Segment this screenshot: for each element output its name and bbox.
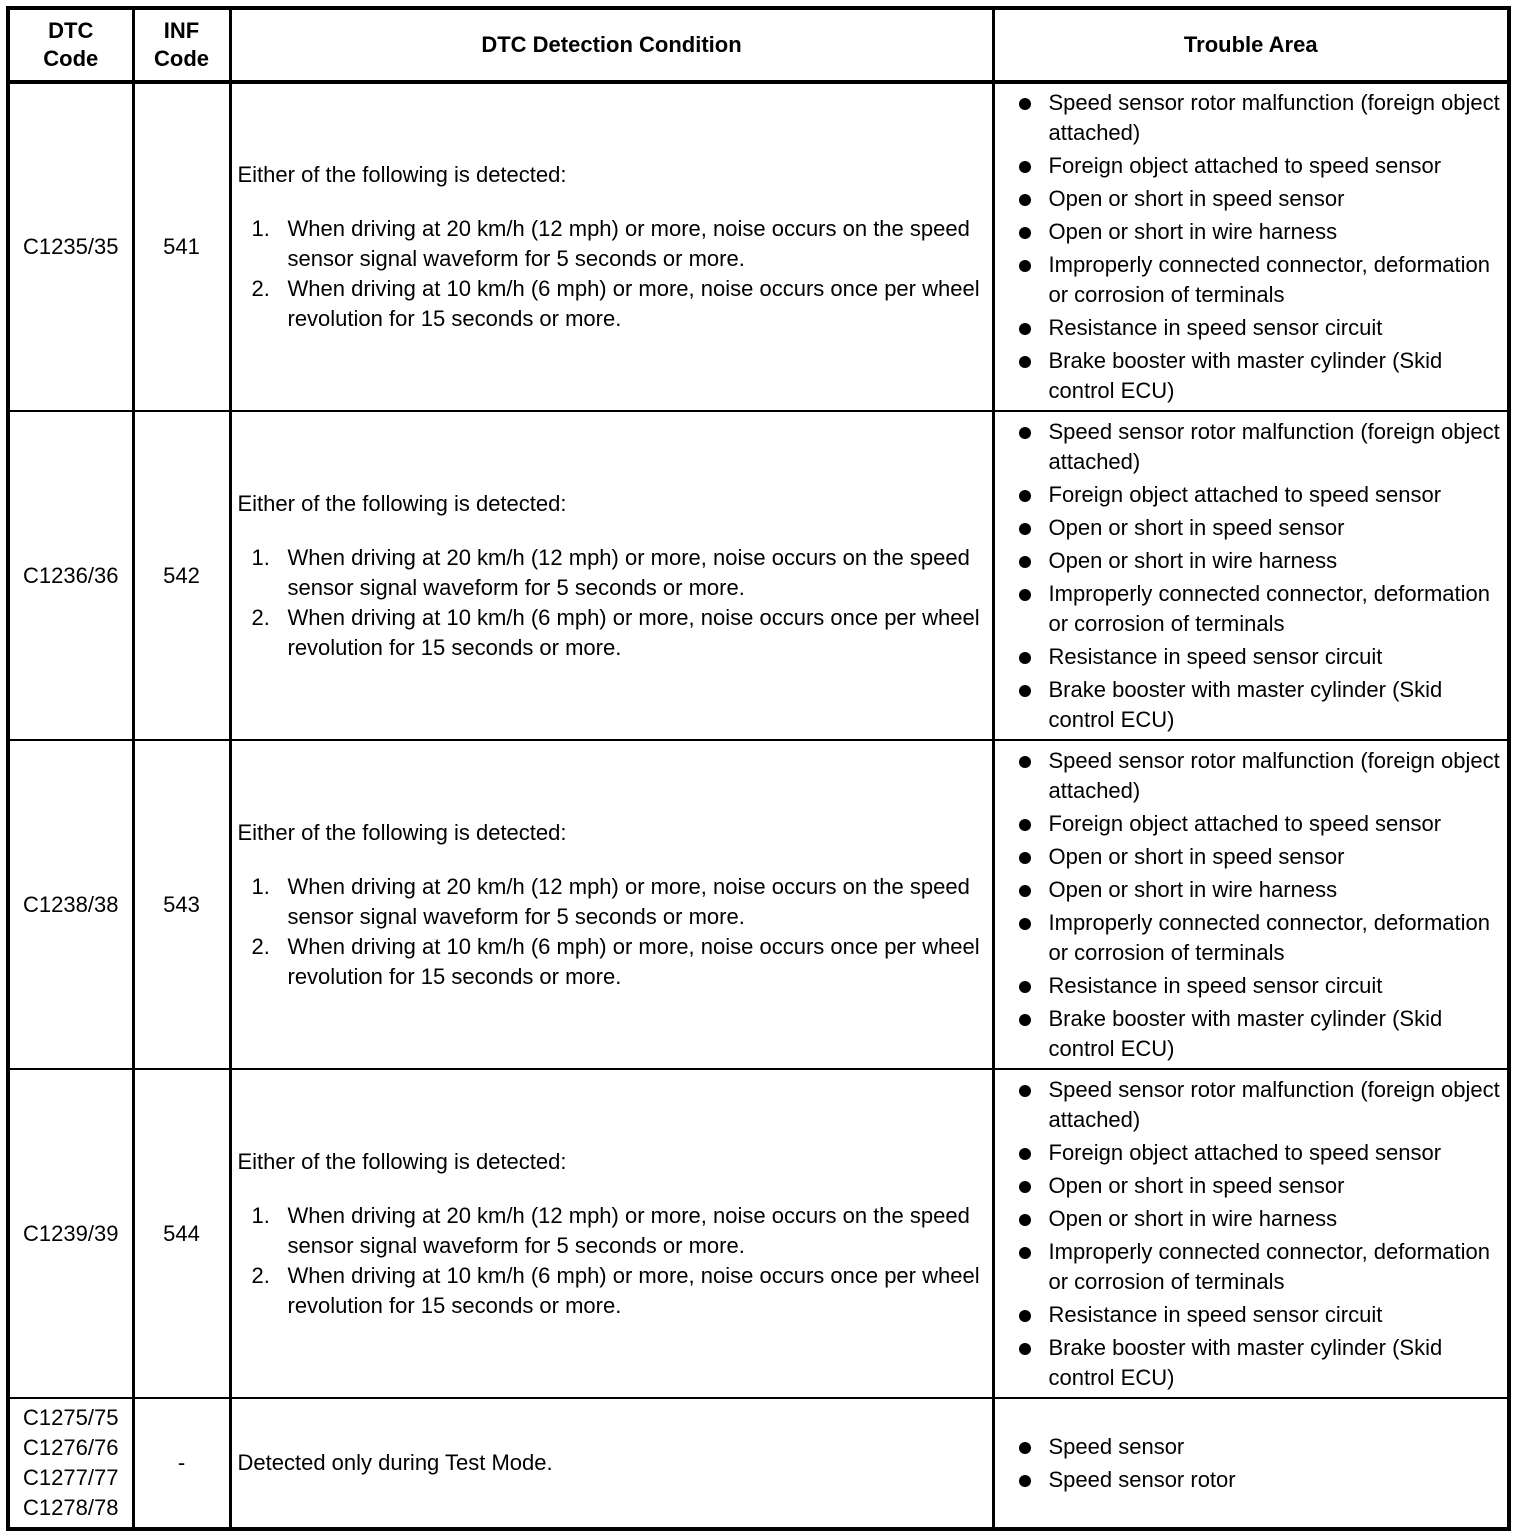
condition-intro: Either of the following is detected: (237, 162, 567, 187)
inf-code-cell: - (133, 1398, 230, 1529)
condition-text: When driving at 10 km/h (6 mph) or more, noise occurs once per wheel revolution for 15 seconds or more. (287, 276, 980, 331)
condition-list (238, 543, 988, 663)
bullet-icon (1019, 1247, 1031, 1259)
trouble-text: Brake booster with master cylinder (Skid control ECU) (1048, 348, 1443, 403)
condition-text: When driving at 10 km/h (6 mph) or more, noise occurs once per wheel revolution for 15 seconds or more. (287, 933, 980, 989)
bullet-icon (1019, 918, 1031, 930)
trouble-text: Improperly connected connector, deformation or corrosion of terminals (1048, 1238, 1490, 1294)
table-row (8, 1069, 1509, 1398)
bullet-icon (1019, 1310, 1031, 1322)
header-detection-condition: DTC Detection Condition (230, 8, 993, 82)
detection-condition-cell (230, 411, 993, 740)
dtc-code: C1276/76 (23, 1435, 119, 1460)
trouble-item (995, 642, 1504, 672)
trouble-item (995, 675, 1504, 735)
trouble-item (995, 1465, 1504, 1495)
condition-item (238, 603, 988, 663)
bullet-icon (1019, 556, 1031, 568)
trouble-item (995, 88, 1504, 148)
header-trouble-area: Trouble Area (993, 8, 1509, 82)
bullet-icon (1019, 1214, 1031, 1226)
trouble-item (995, 313, 1504, 343)
bullet-icon (1019, 1442, 1031, 1454)
trouble-text: Speed sensor (1048, 1433, 1185, 1459)
trouble-text: Open or short in wire harness (1048, 547, 1338, 573)
header-inf-line2: Code (154, 46, 209, 71)
trouble-area-cell (993, 82, 1509, 411)
trouble-text: Open or short in wire harness (1048, 1205, 1338, 1231)
trouble-text: Resistance in speed sensor circuit (1048, 643, 1383, 669)
condition-intro: Either of the following is detected: (237, 490, 567, 516)
trouble-text: Improperly connected connector, deformation or corrosion of terminals (1048, 252, 1490, 307)
condition-item (238, 543, 988, 603)
bullet-icon (1019, 1085, 1031, 1097)
dtc-code: C1235/35 (23, 234, 119, 259)
trouble-item (995, 842, 1504, 872)
condition-number: 2. (251, 933, 270, 959)
condition-number: 1. (251, 873, 270, 899)
trouble-text: Foreign object attached to speed sensor (1048, 153, 1442, 178)
trouble-item (995, 908, 1504, 968)
trouble-text: Speed sensor rotor malfunction (foreign object attached) (1048, 747, 1500, 803)
trouble-text: Speed sensor rotor malfunction (foreign object attached) (1048, 1076, 1500, 1132)
bullet-icon (1019, 685, 1031, 697)
dtc-code-cell (8, 411, 133, 740)
trouble-item (995, 1333, 1504, 1393)
condition-text: When driving at 20 km/h (12 mph) or more, noise occurs on the speed sensor signal waveform for 5 seconds or more. (287, 1202, 970, 1258)
bullet-icon (1019, 1343, 1031, 1355)
trouble-item (995, 151, 1504, 181)
trouble-item (995, 546, 1504, 576)
trouble-list (995, 1075, 1504, 1393)
condition-text: When driving at 20 km/h (12 mph) or more, noise occurs on the speed sensor signal waveform for 5 seconds or more. (287, 873, 970, 929)
trouble-list (995, 746, 1504, 1064)
condition-text: When driving at 20 km/h (12 mph) or more, noise occurs on the speed sensor signal waveform for 5 seconds or more. (287, 544, 970, 600)
dtc-code: C1275/75 (23, 1405, 119, 1430)
bullet-icon (1019, 852, 1031, 864)
bullet-icon (1019, 1475, 1031, 1487)
dtc-code-cell (8, 1069, 133, 1398)
condition-number: 2. (251, 1262, 270, 1288)
trouble-item (995, 184, 1504, 214)
condition-list (238, 1201, 988, 1321)
header-inf-line1: INF (163, 18, 200, 43)
condition-item (238, 274, 988, 334)
inf-code-cell: 544 (133, 1069, 230, 1398)
trouble-item (995, 217, 1504, 247)
condition-number: 1. (251, 544, 270, 570)
table-row (8, 82, 1509, 411)
detection-condition-cell (230, 1398, 993, 1529)
trouble-item (995, 1300, 1504, 1330)
dtc-code: C1238/38 (23, 891, 119, 917)
trouble-text: Open or short in wire harness (1048, 876, 1338, 902)
dtc-code: C1277/77 (23, 1465, 119, 1490)
trouble-text: Brake booster with master cylinder (Skid control ECU) (1048, 1005, 1443, 1061)
bullet-icon (1019, 427, 1031, 439)
condition-number: 2. (251, 276, 270, 301)
dtc-code-cell (8, 740, 133, 1069)
trouble-item (995, 579, 1504, 639)
condition-number: 1. (251, 1202, 270, 1228)
trouble-item (995, 480, 1504, 510)
trouble-item (995, 346, 1504, 406)
bullet-icon (1019, 523, 1031, 535)
bullet-icon (1019, 1148, 1031, 1160)
trouble-item (995, 1171, 1504, 1201)
dtc-code: C1239/39 (23, 1220, 119, 1246)
trouble-text: Improperly connected connector, deformation or corrosion of terminals (1048, 580, 1490, 636)
condition-item (238, 932, 988, 992)
trouble-item (995, 417, 1504, 477)
condition-text: When driving at 10 km/h (6 mph) or more, noise occurs once per wheel revolution for 15 seconds or more. (287, 604, 980, 660)
trouble-text: Foreign object attached to speed sensor (1048, 1139, 1442, 1165)
trouble-area-cell (993, 740, 1509, 1069)
detection-condition-cell (230, 740, 993, 1069)
trouble-item (995, 1004, 1504, 1064)
trouble-text: Open or short in speed sensor (1048, 186, 1345, 211)
bullet-icon (1019, 885, 1031, 897)
condition-item (238, 1261, 988, 1321)
bullet-icon (1019, 652, 1031, 664)
bullet-icon (1019, 490, 1031, 502)
detection-condition-cell (230, 82, 993, 411)
condition-text: When driving at 20 km/h (12 mph) or more, noise occurs on the speed sensor signal waveform for 5 seconds or more. (287, 216, 970, 271)
trouble-text: Speed sensor rotor (1048, 1466, 1236, 1492)
trouble-text: Brake booster with master cylinder (Skid control ECU) (1048, 676, 1443, 732)
header-inf-code (133, 8, 230, 82)
trouble-item (995, 746, 1504, 806)
condition-intro: Detected only during Test Mode. (237, 1450, 553, 1475)
trouble-item (995, 971, 1504, 1001)
condition-list (238, 214, 988, 334)
header-dtc-code (8, 8, 133, 82)
trouble-text: Open or short in speed sensor (1048, 843, 1345, 869)
trouble-text: Brake booster with master cylinder (Skid control ECU) (1048, 1334, 1443, 1390)
trouble-item (995, 809, 1504, 839)
bullet-icon (1019, 981, 1031, 993)
trouble-text: Resistance in speed sensor circuit (1048, 315, 1383, 340)
trouble-item (995, 1237, 1504, 1297)
condition-intro: Either of the following is detected: (237, 819, 567, 845)
trouble-area-cell (993, 411, 1509, 740)
trouble-text: Open or short in speed sensor (1048, 1172, 1345, 1198)
trouble-text: Speed sensor rotor malfunction (foreign object attached) (1048, 418, 1500, 474)
bullet-icon (1019, 323, 1031, 335)
condition-item (238, 214, 988, 274)
bullet-icon (1019, 98, 1031, 110)
bullet-icon (1019, 589, 1031, 601)
bullet-icon (1019, 356, 1031, 368)
trouble-list (995, 1432, 1504, 1495)
inf-code-cell: 542 (133, 411, 230, 740)
condition-number: 2. (251, 604, 270, 630)
trouble-item (995, 1204, 1504, 1234)
inf-code-cell: 541 (133, 82, 230, 411)
table-row (8, 740, 1509, 1069)
trouble-area-cell (993, 1398, 1509, 1529)
trouble-item (995, 250, 1504, 310)
dtc-table (6, 6, 1511, 1531)
trouble-item (995, 513, 1504, 543)
bullet-icon (1019, 756, 1031, 768)
trouble-text: Foreign object attached to speed sensor (1048, 810, 1442, 836)
trouble-list (995, 88, 1504, 406)
condition-list (238, 872, 988, 992)
dtc-code-cell (8, 1398, 133, 1529)
bullet-icon (1019, 260, 1031, 272)
trouble-area-cell (993, 1069, 1509, 1398)
table-row (8, 1398, 1509, 1529)
condition-number: 1. (251, 216, 270, 241)
trouble-item (995, 875, 1504, 905)
inf-code-cell: 543 (133, 740, 230, 1069)
table-row (8, 411, 1509, 740)
dtc-code: C1236/36 (23, 562, 119, 588)
condition-item (238, 1201, 988, 1261)
bullet-icon (1019, 194, 1031, 206)
dtc-code: C1278/78 (23, 1495, 119, 1520)
trouble-text: Speed sensor rotor malfunction (foreign object attached) (1048, 90, 1500, 145)
bullet-icon (1019, 1014, 1031, 1026)
condition-item (238, 872, 988, 932)
condition-intro: Either of the following is detected: (237, 1148, 567, 1174)
trouble-item (995, 1432, 1504, 1462)
trouble-item (995, 1138, 1504, 1168)
trouble-text: Resistance in speed sensor circuit (1048, 1301, 1383, 1327)
bullet-icon (1019, 227, 1031, 239)
bullet-icon (1019, 1181, 1031, 1193)
bullet-icon (1019, 161, 1031, 173)
trouble-text: Open or short in speed sensor (1048, 514, 1345, 540)
bullet-icon (1019, 819, 1031, 831)
trouble-list (995, 417, 1504, 735)
header-dtc-line1: DTC (48, 18, 94, 43)
dtc-code-cell (8, 82, 133, 411)
header-dtc-line2: Code (43, 46, 99, 71)
trouble-item (995, 1075, 1504, 1135)
header-row (8, 8, 1509, 82)
detection-condition-cell (230, 1069, 993, 1398)
trouble-text: Resistance in speed sensor circuit (1048, 972, 1383, 998)
trouble-text: Improperly connected connector, deformation or corrosion of terminals (1048, 909, 1490, 965)
condition-text: When driving at 10 km/h (6 mph) or more, noise occurs once per wheel revolution for 15 seconds or more. (287, 1262, 980, 1318)
trouble-text: Foreign object attached to speed sensor (1048, 481, 1442, 507)
trouble-text: Open or short in wire harness (1048, 219, 1338, 244)
